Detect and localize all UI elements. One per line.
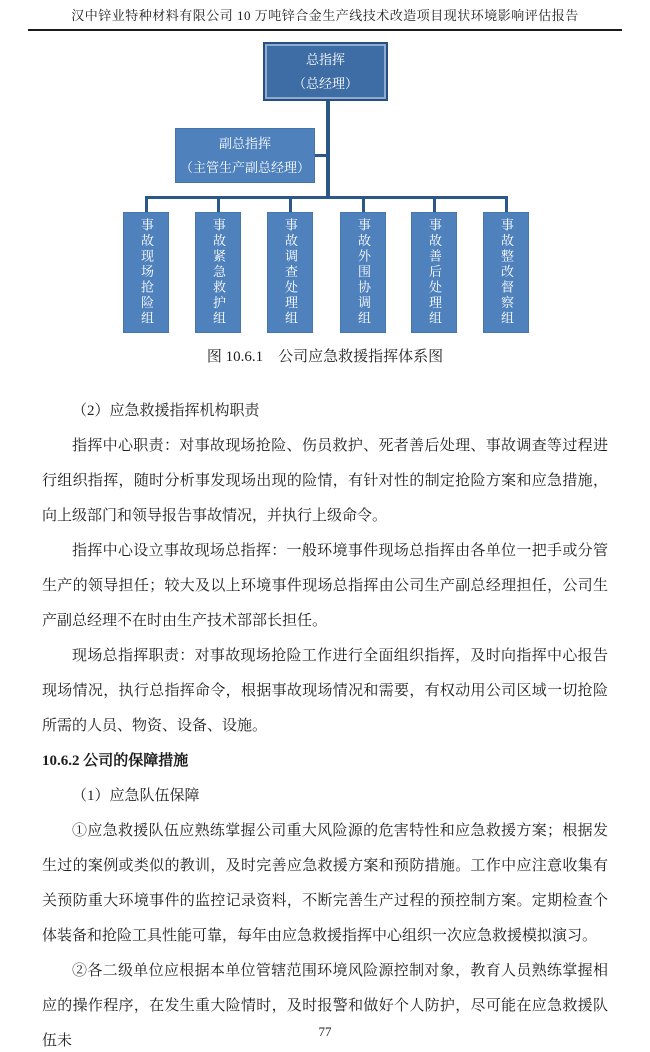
org-node-group-medical xyxy=(195,212,241,333)
paragraph-onsite-commander-setup: 指挥中心设立事故现场总指挥：一般环境事件现场总指挥由各单位一把手或分管生产的领导担任；较大及以上环境事件现场总指挥由公司生产副总经理担任，公司生产副总经理不在时由生产技术部部长担任。 xyxy=(42,543,608,629)
connector-drop-line xyxy=(289,199,292,213)
connector-drop-line xyxy=(362,199,365,213)
org-node-group-investigation xyxy=(267,212,313,333)
connector-drop-line xyxy=(505,199,508,213)
paragraph-onsite-commander-duty: 现场总指挥职责：对事故现场抢险工作进行全面组织指挥，及时向指挥中心报告现场情况，执行总指挥命令，根据事故现场情况和需要，有权动用公司区域一切抢险所需的人员、物资、设备、设施。 xyxy=(42,648,608,734)
paragraph-command-center-duty: 指挥中心职责：对事故现场抢险、伤员救护、死者善后处理、事故调查等过程进行组织指挥，随时分析事发现场出现的险情，有针对性的制定抢险方案和应急措施，向上级部门和领导报告事故情况，并执行上级命令。 xyxy=(42,438,608,524)
page-header xyxy=(28,5,622,31)
org-node-label: （主管生产副总经理） xyxy=(179,159,310,175)
connector-trunk-line xyxy=(326,101,330,199)
header-title: 汉中锌业特种材料有限公司 10 万吨锌合金生产线技术改造项目现状环境影响评估报告 xyxy=(71,8,579,23)
org-node-chief-commander xyxy=(263,42,388,101)
org-node-label: 事故整改督察组 xyxy=(499,218,514,327)
org-node-label: 事故紧急救护组 xyxy=(211,218,226,327)
connector-drop-line xyxy=(145,199,148,213)
org-chart-figure xyxy=(0,40,650,345)
org-node-label: 副总指挥 xyxy=(218,135,271,151)
body-content xyxy=(42,394,608,1052)
org-node-label: 事故调查处理组 xyxy=(283,218,298,327)
org-node-label: 事故现场抢险组 xyxy=(139,218,154,327)
paragraph-team-guarantee-1: ①应急救援队伍应熟练掌握公司重大风险源的危害特性和应急救援方案；根据发生过的案例或类似的教训，及时完善应急救援方案和预防措施。工作中应注意收集有关预防重大环境事件的监控记录资料，不断完善生产过程的预控制方案。定期检查个体装备和抢险工具性能可靠，每年由应急救援指挥中心组织一次应急救援模拟演习。 xyxy=(42,823,608,944)
subsection-heading-2: （2）应急救援指挥机构职责 xyxy=(72,403,260,419)
connector-horizontal-line xyxy=(145,196,508,199)
org-node-group-rescue xyxy=(123,212,169,333)
org-node-group-supervision xyxy=(483,212,529,333)
org-node-group-aftermath xyxy=(411,212,457,333)
figure-caption: 图 10.6.1 公司应急救援指挥体系图 xyxy=(206,349,444,365)
org-node-group-coordination xyxy=(340,212,386,333)
org-node-label: 事故善后处理组 xyxy=(427,218,442,327)
org-node-label: （总经理） xyxy=(292,75,358,91)
section-heading-10-6-2: 10.6.2 公司的保障措施 xyxy=(42,753,189,769)
org-node-label: 总指挥 xyxy=(305,51,345,67)
org-node-label: 事故外围协调组 xyxy=(356,218,371,327)
page-number: 77 xyxy=(318,1024,332,1039)
connector-deputy-stub-line xyxy=(313,154,327,157)
connector-drop-line xyxy=(433,199,436,213)
subsection-heading-1: （1）应急队伍保障 xyxy=(72,788,200,804)
paragraph-team-guarantee-2: ②各二级单位应根据本单位管辖范围环境风险源控制对象，教育人员熟练掌握相应的操作程序，在发生重大险情时，及时报警和做好个人防护，尽可能在应急救援队伍未 xyxy=(42,963,608,1049)
connector-drop-line xyxy=(217,199,220,213)
org-node-deputy-commander xyxy=(175,128,315,183)
